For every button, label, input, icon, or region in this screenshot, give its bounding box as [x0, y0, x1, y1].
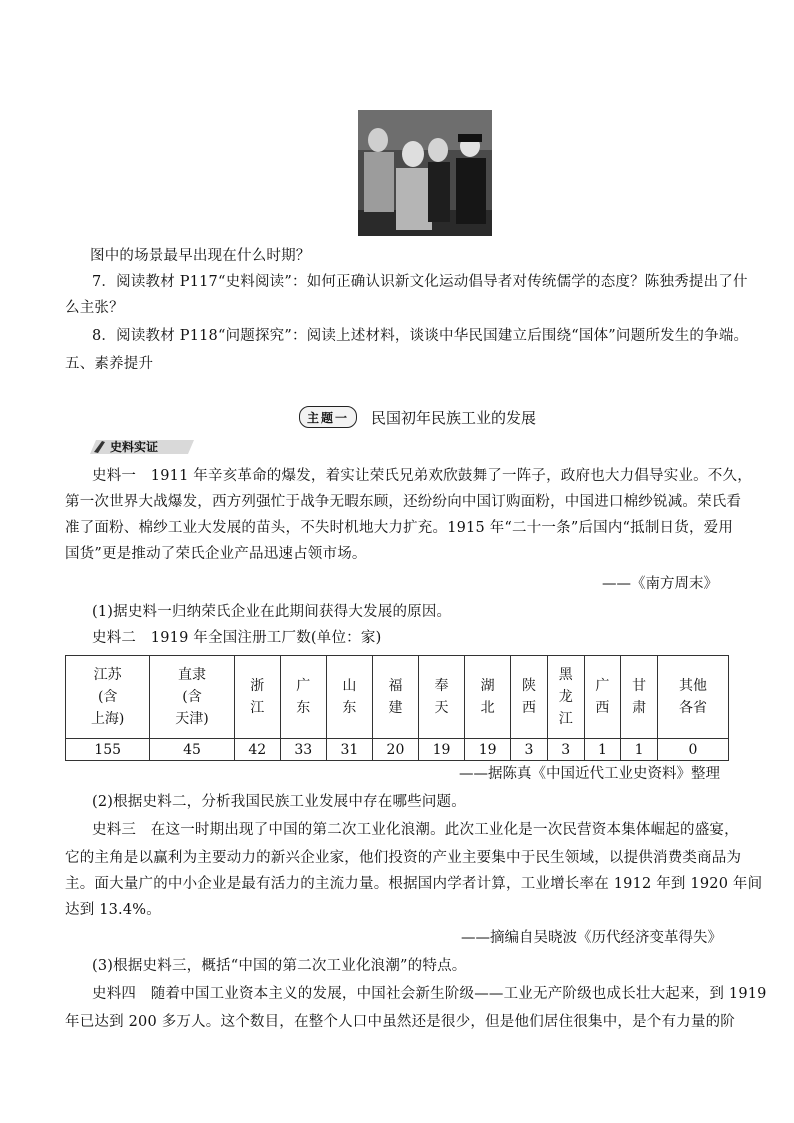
table-value-cell: 0: [657, 739, 728, 761]
table-value-cell: 31: [326, 739, 372, 761]
table-value-cell: 19: [465, 739, 511, 761]
table-header-text: 西: [595, 700, 610, 716]
table-header-cell: [657, 656, 728, 739]
table-header-cell: [150, 656, 234, 739]
table-header-text: 北: [480, 700, 495, 716]
table-value-cell: 45: [150, 739, 234, 761]
table-header-text: 其他: [678, 678, 707, 694]
factory-table: [65, 655, 729, 761]
table-header-cell: [234, 656, 280, 739]
material-1-line2: 第一次世界大战爆发，西方列强忙于战争无暇东顾，还纷纷向中国订购面粉，中国进口棉纱锐减。荣氏看: [65, 494, 742, 510]
table-value-cell: 3: [547, 739, 584, 761]
evidence-label: [90, 438, 200, 456]
material-1-line1: 史料一 1911 年辛亥革命的爆发，着实让荣氏兄弟欢欣鼓舞了一阵子，政府也大力倡导实业。不久，: [92, 468, 752, 484]
table-header-text: 龙: [558, 689, 573, 705]
material-4-line2: 年已达到 200 多万人。这个数目，在整个人口中虽然还是很少，但是他们居住很集中，是个有力量的阶: [65, 1014, 735, 1030]
topic-heading: [299, 405, 536, 429]
table-header-cell: [621, 656, 658, 739]
table-header-text: (含: [97, 689, 118, 705]
table-header-text: 西: [522, 700, 536, 716]
material-3-line2: 它的主角是以赢利为主要动力的新兴企业家，他们投资的产业主要集中于民生领域，以提供消费类商品为: [65, 850, 742, 866]
question-2: (2)根据史料二，分析我国民族工业发展中存在哪些问题。: [92, 794, 466, 810]
table-value-cell: 42: [234, 739, 280, 761]
table-header-text: 黑: [558, 667, 573, 683]
table-header-cell: [419, 656, 465, 739]
table-header-text: 各省: [678, 700, 707, 716]
table-value-cell: 19: [419, 739, 465, 761]
table-header-text: 山: [342, 678, 357, 694]
material-1-line4: 国货”更是推动了荣氏企业产品迅速占领市场。: [65, 546, 367, 562]
topic-badge: 主题一: [299, 406, 357, 428]
question-7-line1: 7．阅读教材 P117“史料阅读”：如何正确认识新文化运动倡导者对传统儒学的态度？陈独秀提出了什: [92, 274, 748, 290]
material-1-line3: 准了面粉、棉纱工业大发展的苗头，不失时机地大力扩充。1915 年“二十一条”后国内“抵制日货，爱用: [65, 520, 734, 536]
table-header-text: 江: [250, 700, 265, 716]
table-header-text: 天津): [175, 711, 209, 727]
section-heading: 五、素养提升: [65, 356, 154, 372]
table-header-text: 东: [342, 700, 357, 716]
table-header-text: 江: [558, 711, 573, 727]
table-value-cell: 33: [280, 739, 326, 761]
table-header-row: [66, 656, 729, 739]
table-header-cell: [465, 656, 511, 739]
table-header-text: 广: [595, 678, 610, 694]
table-header-text: 福: [388, 678, 403, 694]
material-1-source: ——《南方周末》: [602, 576, 718, 592]
table-header-text: 陕: [522, 678, 536, 694]
material-2-title: 史料二 1919 年全国注册工厂数(单位：家): [92, 630, 382, 646]
historical-photo: [358, 110, 492, 236]
table-value-cell: 1: [621, 739, 658, 761]
table-header-text: 建: [388, 700, 403, 716]
table-header-cell: [547, 656, 584, 739]
material-3-source: ——摘编自吴晓波《历代经济变革得失》: [461, 930, 722, 946]
question-7-line2: 么主张？: [65, 300, 124, 316]
table-header-text: 直隶: [178, 667, 207, 683]
material-2-source: ——据陈真《中国近代工业史资料》整理: [459, 766, 720, 782]
question-3: (3)根据史料三，概括“中国的第二次工业化浪潮”的特点。: [92, 958, 467, 974]
table-header-text: 天: [434, 700, 449, 716]
table-value-cell: 20: [372, 739, 418, 761]
table-header-cell: [511, 656, 548, 739]
material-3-line3: 主。面大量广的中小企业是最有活力的主流力量。根据国内学者计算，工业增长率在 1912 年到 1920 年间: [65, 876, 763, 892]
table-header-text: 肃: [632, 700, 647, 716]
table-header-cell: [372, 656, 418, 739]
table-header-text: 浙: [250, 678, 265, 694]
table-header-text: 江苏: [93, 667, 122, 683]
material-3-line4: 达到 13.4%。: [65, 902, 161, 918]
table-header-cell: [66, 656, 150, 739]
table-header-cell: [326, 656, 372, 739]
table-header-text: 湖: [480, 678, 495, 694]
photo-question: 图中的场景最早出现在什么时期？: [90, 248, 311, 264]
table-header-cell: [584, 656, 621, 739]
table-header-text: 甘: [632, 678, 647, 694]
table-header-text: (含: [182, 689, 202, 705]
question-8: 8．阅读教材 P118“问题探究”：阅读上述材料，谈谈中华民国建立后围绕“国体”问题所发生的争端。: [92, 328, 749, 344]
table-header-text: 广: [296, 678, 311, 694]
table-value-cell: 1: [584, 739, 621, 761]
material-4-line1: 史料四 随着中国工业资本主义的发展，中国社会新生阶级——工业无产阶级也成长壮大起来，到 1919: [92, 986, 767, 1002]
question-1: (1)据史料一归纳荣氏企业在此期间获得大发展的原因。: [92, 604, 452, 620]
table-header-text: 奉: [434, 678, 449, 694]
table-value-cell: 155: [66, 739, 150, 761]
topic-title: 民国初年民族工业的发展: [371, 408, 537, 427]
table-header-cell: [280, 656, 326, 739]
table-value-cell: 3: [511, 739, 548, 761]
table-value-row: [66, 739, 729, 761]
material-3-line1: 史料三 在这一时期出现了中国的第二次工业化浪潮。此次工业化是一次民营资本集体崛起的盛宴，: [92, 822, 739, 838]
evidence-label-text: 史料实证: [110, 440, 159, 454]
table-header-text: 东: [296, 700, 311, 716]
table-header-text: 上海): [90, 711, 125, 727]
